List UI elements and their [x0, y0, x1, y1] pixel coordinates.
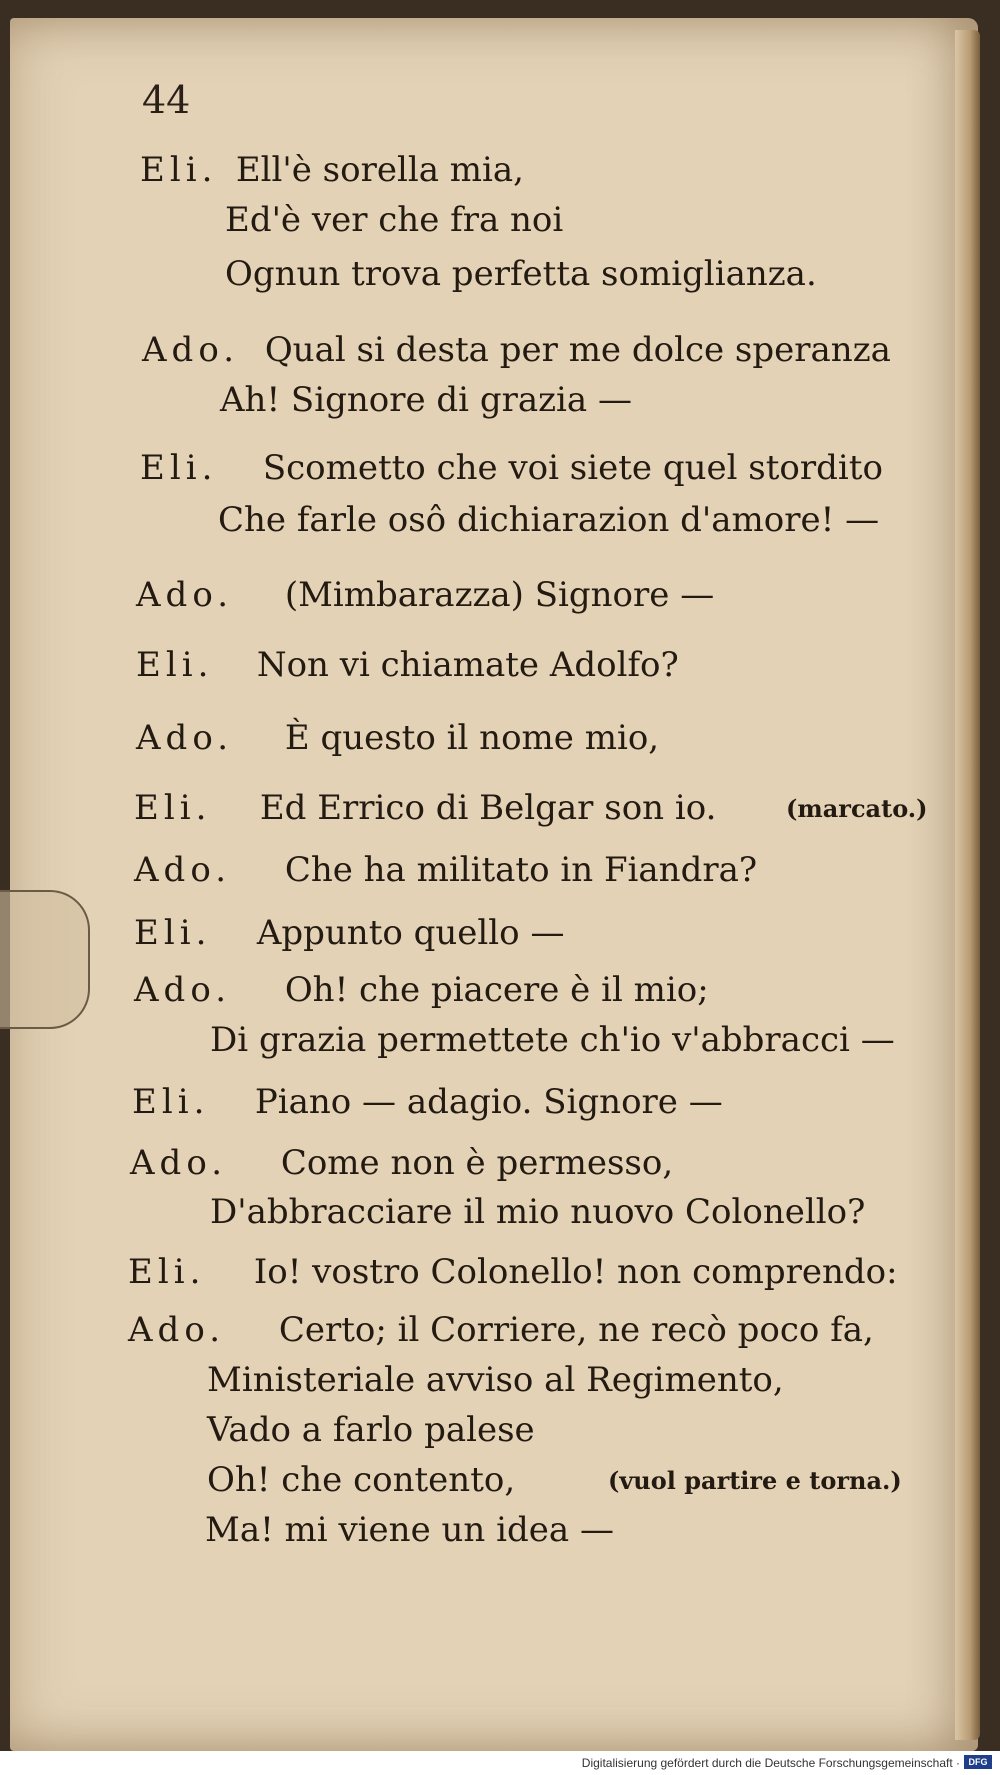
- dialogue-line: [220, 380, 632, 420]
- line-text: D'abbracciare il mio nuovo Colonello?: [210, 1192, 866, 1232]
- speaker-label: Eli.: [136, 645, 214, 685]
- dfg-logo-icon: DFG: [964, 1755, 992, 1769]
- speaker-label: Ado.: [134, 850, 231, 890]
- page-edge: [955, 30, 980, 1740]
- line-text: È questo il nome mio,: [284, 718, 660, 758]
- line-text: Scometto che voi siete quel stordito: [262, 448, 883, 488]
- dialogue-line: [142, 330, 891, 370]
- speaker-label: Ado.: [128, 1310, 225, 1350]
- speaker-label: Eli.: [128, 1252, 206, 1292]
- dialogue-line: [210, 1020, 895, 1060]
- dialogue-line: [130, 1143, 673, 1183]
- line-text: Ministeriale avviso al Regimento,: [207, 1360, 784, 1400]
- line-text: Qual si desta per me dolce speranza: [264, 330, 891, 370]
- dialogue-line: [128, 1252, 898, 1292]
- dialogue-line: [205, 1510, 614, 1550]
- speaker-label: Ado.: [136, 575, 233, 615]
- dialogue-line: [225, 200, 563, 240]
- dialogue-line: [136, 645, 679, 685]
- dialogue-line: [136, 575, 714, 615]
- speaker-label: Ado.: [136, 718, 233, 758]
- dialogue-line: [134, 913, 564, 953]
- dialogue-line: [207, 1460, 515, 1500]
- line-text: Piano — adagio. Signore —: [254, 1082, 723, 1122]
- line-text: Io! vostro Colonello! non comprendo:: [253, 1252, 898, 1292]
- dialogue-line: [136, 718, 659, 758]
- line-text: Non vi chiamate Adolfo?: [256, 645, 679, 685]
- dialogue-line: [140, 448, 883, 488]
- line-text: Ell'è sorella mia,: [235, 150, 524, 190]
- dialogue-line: [140, 150, 524, 190]
- line-text: Che farle osô dichiarazion d'amore! —: [218, 500, 880, 540]
- dialogue-line: [225, 254, 817, 294]
- line-text: Ed Errico di Belgar son io.: [259, 788, 717, 828]
- line-text: Vado a farlo palese: [207, 1410, 535, 1450]
- speaker-label: Ado.: [130, 1143, 227, 1183]
- line-text: Di grazia permettete ch'io v'abbracci —: [210, 1020, 895, 1060]
- dialogue-line: [207, 1360, 784, 1400]
- dialogue-line: [134, 850, 757, 890]
- speaker-label: Eli.: [132, 1082, 210, 1122]
- footer-credit: Digitalisierung gefördert durch die Deutsche Forschungsgemeinschaft ·: [581, 1756, 960, 1770]
- stage-direction: (marcato.): [786, 794, 928, 823]
- speaker-label: Ado.: [134, 970, 231, 1010]
- line-text: Ognun trova perfetta somiglianza.: [225, 254, 817, 294]
- page-number: 44: [142, 78, 191, 122]
- line-text: Ed'è ver che fra noi: [225, 200, 564, 240]
- speaker-label: Eli.: [140, 448, 218, 488]
- line-text: Oh! che contento,: [207, 1460, 516, 1500]
- bookmark-tab: [0, 890, 90, 1029]
- speaker-label: Ado.: [142, 330, 239, 370]
- dialogue-line: [218, 500, 879, 540]
- line-text: Ma! mi viene un idea —: [205, 1510, 614, 1550]
- speaker-label: Eli.: [134, 788, 212, 828]
- dialogue-line: [132, 1082, 723, 1122]
- line-text: (Mimbarazza) Signore —: [284, 575, 715, 615]
- line-text: Appunto quello —: [256, 913, 565, 953]
- dialogue-line: [134, 788, 716, 828]
- dialogue-line: [207, 1410, 535, 1450]
- speaker-label: Eli.: [134, 913, 212, 953]
- stage-direction: (vuol partire e torna.): [608, 1466, 902, 1495]
- line-text: Che ha militato in Fiandra?: [284, 850, 758, 890]
- speaker-label: Eli.: [140, 150, 218, 190]
- dialogue-line: [210, 1192, 865, 1232]
- line-text: Certo; il Corriere, ne recò poco fa,: [278, 1310, 874, 1350]
- dialogue-line: [128, 1310, 874, 1350]
- line-text: Oh! che piacere è il mio;: [284, 970, 709, 1010]
- line-text: Ah! Signore di grazia —: [220, 380, 633, 420]
- dialogue-line: [134, 970, 709, 1010]
- line-text: Come non è permesso,: [280, 1143, 674, 1183]
